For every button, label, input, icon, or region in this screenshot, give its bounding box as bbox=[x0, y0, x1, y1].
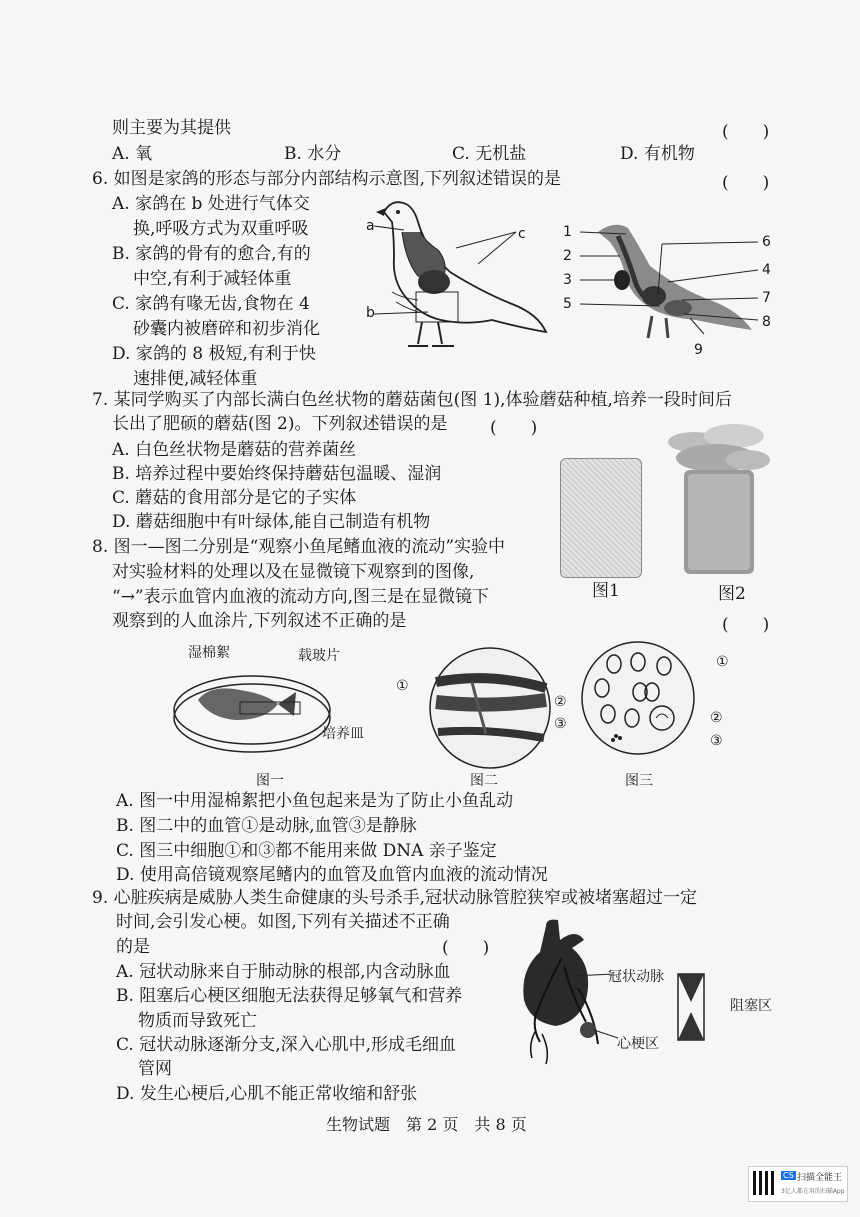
pigeon-outline-leaders bbox=[360, 200, 530, 330]
label-3: 3 bbox=[563, 272, 572, 288]
q9-paren: ( ) bbox=[442, 938, 490, 958]
q5-option-c: C. 无机盐 bbox=[452, 144, 527, 164]
q7-option-b: B. 培养过程中要始终保持蘑菇包温暖、湿润 bbox=[112, 464, 442, 484]
watermark-name: 扫描全能王 bbox=[797, 1173, 843, 1183]
q9-stem-line1: 9. 心脏疾病是威胁人类生命健康的头号杀手,冠状动脉管腔狭窄或被堵塞超过一定 bbox=[92, 888, 698, 908]
q8-paren: ( ) bbox=[722, 615, 770, 635]
caption-fig-2: 图二 bbox=[470, 773, 498, 789]
q8-option-d: D. 使用高倍镜观察尾鳍内的血管及血管内血液的流动情况 bbox=[116, 865, 548, 885]
label-2: 2 bbox=[563, 248, 572, 264]
label-8: 8 bbox=[762, 314, 771, 330]
fish-dish-figure bbox=[170, 660, 338, 760]
q6-option-a2: 换,呼吸方式为双重呼吸 bbox=[133, 219, 309, 239]
label-cotton: 湿棉絮 bbox=[188, 645, 230, 661]
blocked-artery-figure bbox=[672, 972, 710, 1042]
q9-option-b2: 物质而导致死亡 bbox=[138, 1011, 257, 1031]
q6-option-a1: A. 家鸽在 b 处进行气体交 bbox=[112, 194, 310, 214]
q9-stem-line3: 的是 bbox=[116, 937, 150, 957]
q5-tail: 则主要为其提供 bbox=[112, 118, 231, 138]
q8-stem-line2: 对实验材料的处理以及在显微镜下观察到的图像, bbox=[112, 562, 475, 582]
cs-badge: CS bbox=[783, 1171, 794, 1180]
q5-paren: ( ) bbox=[722, 122, 770, 142]
fig2-label-3: ③ bbox=[554, 716, 567, 732]
label-1: 1 bbox=[563, 224, 572, 240]
label-coronary: 冠状动脉 bbox=[608, 969, 664, 985]
q9-option-d: D. 发生心梗后,心肌不能正常收缩和舒张 bbox=[116, 1084, 418, 1104]
q6-option-d2: 速排便,减轻体重 bbox=[133, 369, 258, 389]
q6-option-b1: B. 家鸽的骨有的愈合,有的 bbox=[112, 244, 311, 264]
watermark-sub: 3亿人都在用的扫描App bbox=[781, 1188, 845, 1195]
fig1-caption: 图1 bbox=[592, 581, 620, 601]
label-6: 6 bbox=[762, 234, 771, 250]
fig2-label-2: ② bbox=[554, 694, 567, 710]
fig3-label-2: ② bbox=[710, 710, 723, 726]
q7-stem-line2: 长出了肥硕的蘑菇(图 2)。下列叙述错误的是 bbox=[112, 414, 448, 434]
label-4: 4 bbox=[762, 262, 771, 278]
label-c: c bbox=[518, 226, 526, 242]
q6-option-b2: 中空,有利于减轻体重 bbox=[133, 269, 292, 289]
mushroom-bag-image bbox=[560, 458, 642, 578]
label-dish: 培养皿 bbox=[322, 726, 364, 742]
qr-code-icon bbox=[753, 1171, 777, 1195]
q6-option-c1: C. 家鸽有喙无齿,食物在 4 bbox=[112, 294, 310, 314]
fig2-caption: 图2 bbox=[718, 584, 746, 604]
pigeon-internal-leaders bbox=[572, 222, 772, 342]
q7-option-a: A. 白色丝状物是蘑菇的营养菌丝 bbox=[112, 440, 357, 460]
q9-option-c2: 管网 bbox=[138, 1059, 172, 1079]
label-block: 阻塞区 bbox=[730, 998, 772, 1014]
q8-stem-line1: 8. 图一—图二分别是“观察小鱼尾鳍血液的流动”实验中 bbox=[92, 537, 506, 557]
q9-option-b1: B. 阻塞后心梗区细胞无法获得足够氧气和营养 bbox=[116, 986, 463, 1006]
q8-option-b: B. 图二中的血管①是动脉,血管③是静脉 bbox=[116, 816, 417, 836]
label-a: a bbox=[366, 218, 375, 234]
label-b: b bbox=[366, 305, 375, 321]
q7-option-d: D. 蘑菇细胞中有叶绿体,能自己制造有机物 bbox=[112, 512, 431, 532]
q9-stem-line2: 时间,会引发心梗。如图,下列有关描述不正确 bbox=[116, 912, 450, 932]
label-5: 5 bbox=[563, 296, 572, 312]
q7-stem-line1: 7. 某同学购买了内部长满白色丝状物的蘑菇菌包(图 1),体验蘑菇种植,培养一段时间后 bbox=[92, 390, 732, 410]
q7-paren: ( ) bbox=[490, 418, 538, 438]
fig3-label-1: ① bbox=[716, 654, 729, 670]
fig2-label-1: ① bbox=[396, 678, 409, 694]
q5-option-a: A. 氧 bbox=[112, 144, 153, 164]
q9-option-c1: C. 冠状动脉逐渐分支,深入心肌中,形成毛细血 bbox=[116, 1035, 457, 1055]
q6-stem: 6. 如图是家鸽的形态与部分内部结构示意图,下列叙述错误的是 bbox=[92, 169, 562, 189]
page-footer: 生物试题 第 2 页 共 8 页 bbox=[326, 1115, 527, 1134]
q5-option-b: B. 水分 bbox=[284, 144, 342, 164]
mushroom-grown-image bbox=[664, 418, 776, 580]
vessels-micrograph bbox=[428, 646, 552, 770]
q7-option-c: C. 蘑菇的食用部分是它的子实体 bbox=[112, 488, 357, 508]
q6-paren: ( ) bbox=[722, 173, 770, 193]
q8-stem-line3: “→”表示血管内血液的流动方向,图三是在显微镜下 bbox=[112, 587, 490, 607]
q6-option-c2: 砂囊内被磨碎和初步消化 bbox=[133, 319, 320, 339]
label-9: 9 bbox=[694, 342, 703, 358]
caption-fig-1: 图一 bbox=[256, 773, 284, 789]
label-infarct: 心梗区 bbox=[617, 1036, 659, 1052]
blood-smear-micrograph bbox=[580, 640, 696, 756]
q8-stem-line4: 观察到的人血涂片,下列叙述不正确的是 bbox=[112, 611, 407, 631]
label-7: 7 bbox=[762, 290, 771, 306]
q8-option-c: C. 图三中细胞①和③都不能用来做 DNA 亲子鉴定 bbox=[116, 841, 497, 861]
scanner-watermark bbox=[748, 1166, 848, 1202]
q6-option-d1: D. 家鸽的 8 极短,有利于快 bbox=[112, 344, 316, 364]
q9-option-a: A. 冠状动脉来自于肺动脉的根部,内含动脉血 bbox=[116, 962, 451, 982]
fig3-label-3: ③ bbox=[710, 733, 723, 749]
label-slide: 载玻片 bbox=[298, 648, 340, 664]
caption-fig-3: 图三 bbox=[625, 773, 653, 789]
q8-option-a: A. 图一中用湿棉絮把小鱼包起来是为了防止小鱼乱动 bbox=[116, 791, 514, 811]
q5-option-d: D. 有机物 bbox=[620, 144, 695, 164]
